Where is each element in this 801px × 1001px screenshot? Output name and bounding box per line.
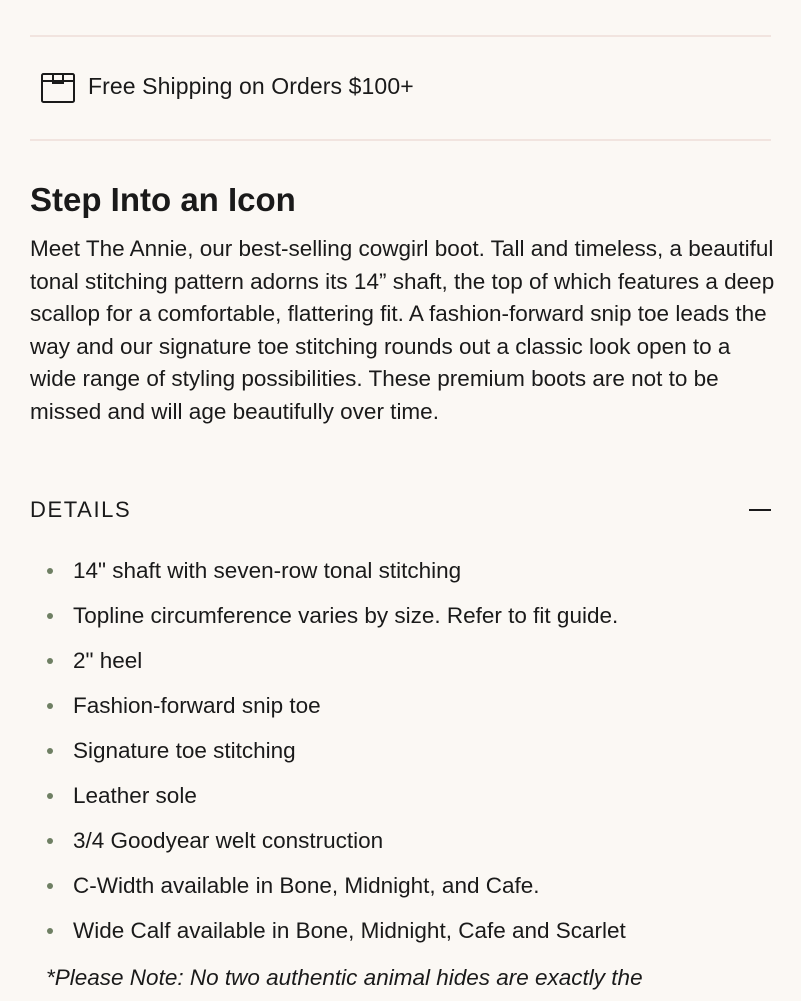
list-item-text: 14" shaft with seven-row tonal stitching [73, 558, 462, 583]
list-item [30, 773, 775, 818]
list-item-text: C-Width available in Bone, Midnight, and Cafe. [73, 873, 540, 898]
bullet-dot-icon [47, 658, 53, 664]
list-item-text: Topline circumference varies by size. Refer to fit guide. [73, 603, 619, 628]
list-item [30, 593, 775, 638]
list-item [30, 818, 775, 863]
bullet-dot-icon [47, 793, 53, 799]
list-item [30, 548, 775, 593]
description-body: Meet The Annie, our best-selling cowgirl boot. Tall and timeless, a beautiful tonal stitching pattern adorns its 14” shaft, the top of which features a deep scallop for a comfortable, flattering fit. A fashion-forward snip toe leads the way and our signature toe stitching rounds out a classic look open to a wide range of styling possibilities. These premium boots are not to be missed and will age beautifully over time. [30, 236, 775, 424]
package-box-icon [40, 68, 76, 104]
list-item-text: Leather sole [73, 783, 197, 808]
list-item-text: Fashion-forward snip toe [73, 693, 321, 718]
bullet-dot-icon [47, 568, 53, 574]
shipping-banner [40, 68, 414, 104]
shipping-divider [30, 139, 771, 141]
details-label: DETAILS [30, 497, 132, 522]
bullet-dot-icon [47, 748, 53, 754]
bullet-dot-icon [47, 703, 53, 709]
bullet-dot-icon [47, 928, 53, 934]
bullet-dot-icon [47, 613, 53, 619]
list-item-text: Wide Calf available in Bone, Midnight, Cafe and Scarlet [73, 918, 626, 943]
bullet-dot-icon [47, 883, 53, 889]
list-item [30, 863, 775, 908]
top-divider [30, 35, 771, 37]
list-item-text: Signature toe stitching [73, 738, 296, 763]
list-item [30, 638, 775, 683]
list-item [30, 908, 775, 953]
list-item-text: 3/4 Goodyear welt construction [73, 828, 384, 853]
list-item [30, 683, 775, 728]
hide-note: *Please Note: No two authentic animal hides are exactly the [46, 965, 643, 990]
minus-icon[interactable] [749, 499, 771, 521]
list-item-text: 2" heel [73, 648, 143, 673]
list-item [30, 728, 775, 773]
description-title: Step Into an Icon [30, 181, 296, 218]
details-accordion-header[interactable] [30, 490, 771, 530]
shipping-text: Free Shipping on Orders $100+ [88, 72, 414, 99]
details-list [30, 548, 775, 953]
bullet-dot-icon [47, 838, 53, 844]
